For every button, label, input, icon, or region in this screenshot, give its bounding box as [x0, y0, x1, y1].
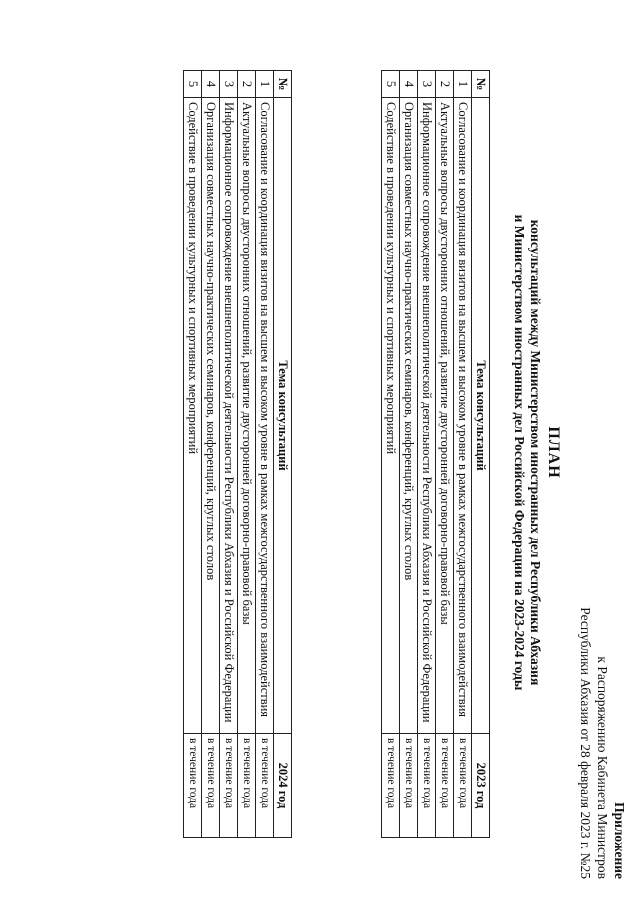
- plan-subtitle-1: консультаций между Министерством иностранных дел Республики Абхазия: [528, 219, 543, 686]
- row-num: 5: [382, 71, 400, 98]
- row-topic: Организация совместных научно-практических семинаров, конференций, круглых столов: [202, 98, 220, 734]
- row-num: 2: [238, 71, 256, 98]
- row-topic: Содействие в проведении культурных и спортивных мероприятий: [184, 98, 202, 734]
- table-row: [202, 71, 220, 838]
- appendix-line-2: Республики Абхазия от 28 февраля 2023 г. №25: [578, 607, 593, 879]
- plan-subtitle-2: и Министерством иностранных дел Российской Федерации на 2023-2024 годы: [512, 214, 527, 691]
- appendix-line-1: к Распоряжению Кабинета Министров: [595, 656, 610, 879]
- header-topic: Тема консультаций: [274, 98, 292, 734]
- consultations-table-2023: [381, 70, 490, 838]
- row-topic: Информационное сопровождение внешнеполитической деятельности Республики Абхазия и Российской Федерации: [418, 98, 436, 734]
- row-topic: Организация совместных научно-практических семинаров, конференций, круглых столов: [400, 98, 418, 734]
- row-num: 3: [418, 71, 436, 98]
- table-row: [436, 71, 454, 838]
- row-num: 4: [400, 71, 418, 98]
- table-row: [400, 71, 418, 838]
- table-header-row: [472, 71, 490, 838]
- row-num: 5: [184, 71, 202, 98]
- header-num: №: [274, 71, 292, 98]
- row-topic: Согласование и координация визитов на высшем и высоком уровне в рамках межгосударственного взаимодействия: [454, 98, 472, 734]
- row-topic: Актуальные вопросы двусторонних отношений, развитие двусторонней договорно-правовой базы: [436, 98, 454, 734]
- row-num: 3: [220, 71, 238, 98]
- row-period: в течение года: [238, 734, 256, 838]
- row-topic: Информационное сопровождение внешнеполитической деятельности Республики Абхазия и Российской Федерации: [220, 98, 238, 734]
- row-period: в течение года: [184, 734, 202, 838]
- row-period: в течение года: [256, 734, 274, 838]
- row-period: в течение года: [418, 734, 436, 838]
- appendix-block: [577, 607, 628, 879]
- header-num: №: [472, 71, 490, 98]
- row-num: 4: [202, 71, 220, 98]
- table-row: [454, 71, 472, 838]
- row-period: в течение года: [220, 734, 238, 838]
- appendix-label: Приложение: [612, 802, 627, 879]
- table-row: [382, 71, 400, 838]
- row-num: 1: [256, 71, 274, 98]
- header-topic: Тема консультаций: [472, 98, 490, 734]
- row-period: в течение года: [454, 734, 472, 838]
- table-header-row: [274, 71, 292, 838]
- consultations-table-2024: [183, 70, 292, 838]
- table-row: [220, 71, 238, 838]
- table-row: [418, 71, 436, 838]
- header-period: 2024 год: [274, 734, 292, 838]
- row-topic: Актуальные вопросы двусторонних отношений, развитие двусторонней договорно-правовой базы: [238, 98, 256, 734]
- plan-title: ПЛАН: [545, 426, 562, 479]
- table-row: [256, 71, 274, 838]
- table-row: [238, 71, 256, 838]
- row-period: в течение года: [436, 734, 454, 838]
- row-topic: Содействие в проведении культурных и спортивных мероприятий: [382, 98, 400, 734]
- row-num: 1: [454, 71, 472, 98]
- header-period: 2023 год: [472, 734, 490, 838]
- row-topic: Согласование и координация визитов на высшем и высоком уровне в рамках межгосударственного взаимодействия: [256, 98, 274, 734]
- row-num: 2: [436, 71, 454, 98]
- row-period: в течение года: [382, 734, 400, 838]
- table-row: [184, 71, 202, 838]
- row-period: в течение года: [400, 734, 418, 838]
- row-period: в течение года: [202, 734, 220, 838]
